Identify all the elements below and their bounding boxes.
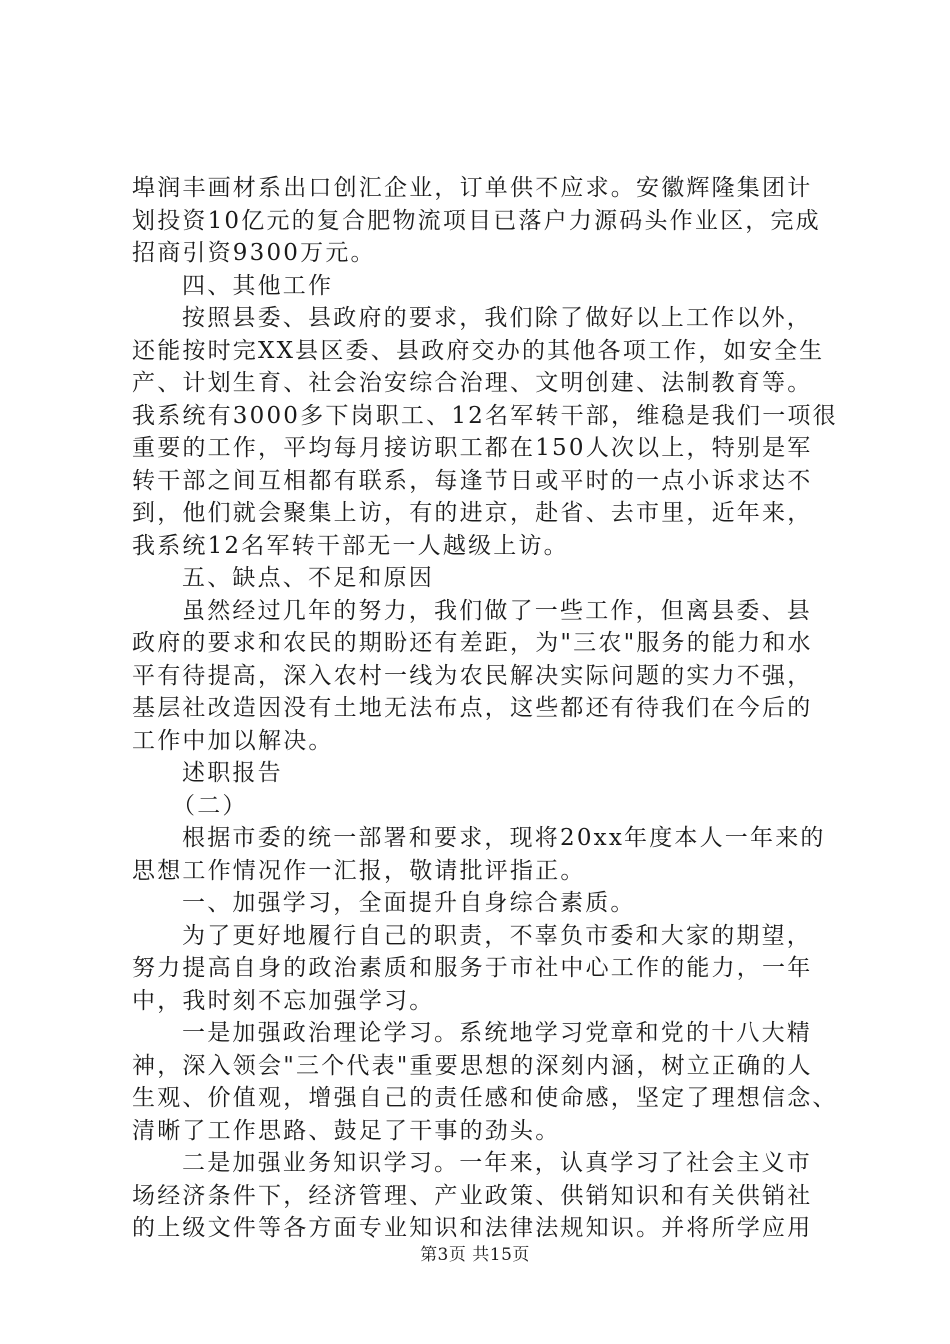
text-line: 产、计划生育、社会治安综合治理、文明创建、法制教育等。 [132, 370, 813, 396]
text-line: 的上级文件等各方面专业知识和法律法规知识。并将所学应用 [132, 1215, 813, 1241]
text-line: 转干部之间互相都有联系，每逢节日或平时的一点小诉求达不 [132, 467, 813, 494]
text-line: 努力提高自身的政治素质和服务于市社中心工作的能力，一年 [132, 955, 813, 981]
document-body [132, 172, 838, 1245]
report-title: 述职报告 [182, 760, 283, 786]
section-heading: 一、加强学习，全面提升自身综合素质。 [182, 890, 636, 916]
text-line: 平有待提高，深入农村一线为农民解决实际问题的实力不强， [132, 662, 813, 689]
text-line: 一是加强政治理论学习。系统地学习党章和党的十八大精 [182, 1020, 812, 1046]
text-line: 为了更好地履行自己的职责，不辜负市委和大家的期望， [182, 922, 812, 949]
text-line: 二是加强业务知识学习。一年来，认真学习了社会主义市 [182, 1150, 812, 1176]
section-heading: 五、缺点、不足和原因 [182, 565, 434, 591]
text-line: 虽然经过几年的努力，我们做了一些工作，但离县委、县 [182, 597, 812, 624]
section-heading: 四、其他工作 [182, 272, 334, 299]
text-line: 中，我时刻不忘加强学习。 [132, 987, 435, 1014]
text-line: 按照县委、县政府的要求，我们除了做好以上工作以外， [182, 305, 812, 331]
text-line: 根据市委的统一部署和要求，现将20xx年度本人一年来的 [182, 825, 826, 851]
text-line: 重要的工作，平均每月接访职工都在150人次以上，特别是军 [132, 435, 813, 461]
text-line: 基层社改造因没有土地无法布点，这些都还有待我们在今后的 [132, 695, 813, 721]
text-line: 清晰了工作思路、鼓足了干事的劲头。 [132, 1117, 561, 1144]
text-line: 生观、价值观，增强自己的责任感和使命感，坚定了理想信念、 [132, 1085, 838, 1111]
page-footer: 第3页 共15页 [420, 1245, 530, 1265]
text-line: 场经济条件下，经济管理、产业政策、供销知识和有关供销社 [132, 1182, 813, 1209]
text-line: 招商引资9300万元。 [132, 240, 376, 266]
text-line: 到，他们就会聚集上访，有的进京，赴省、去市里，近年来， [132, 500, 813, 526]
text-line: 思想工作情况作一汇报，敬请批评指正。 [132, 857, 586, 884]
text-line: 神，深入领会"三个代表"重要思想的深刻内涵，树立正确的人 [132, 1052, 813, 1079]
report-subtitle: （二） [172, 792, 248, 819]
text-line: 还能按时完XX县区委、县政府交办的其他各项工作，如安全生 [132, 337, 825, 364]
text-line: 政府的要求和农民的期盼还有差距，为"三农"服务的能力和水 [132, 630, 813, 656]
text-line: 我系统有3000多下岗职工、12名军转干部，维稳是我们一项很 [132, 402, 838, 429]
text-line: 我系统12名军转干部无一人越级上访。 [132, 532, 569, 559]
text-line: 工作中加以解决。 [132, 727, 334, 754]
text-line: 埠润丰画材系出口创汇企业，订单供不应求。安徽辉隆集团计 [132, 175, 813, 201]
text-line: 划投资10亿元的复合肥物流项目已落户力源码头作业区，完成 [132, 207, 821, 234]
